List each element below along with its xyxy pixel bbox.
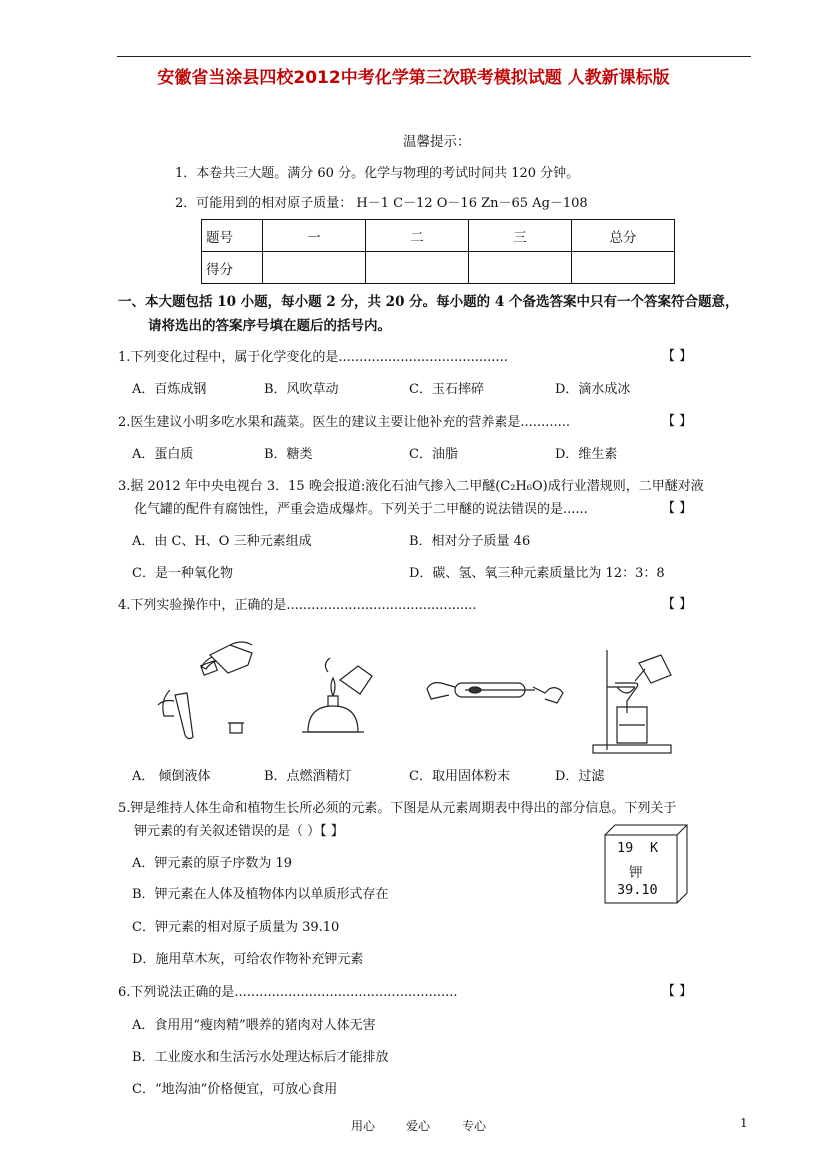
question-4-option-b: B．点燃酒精灯	[264, 769, 352, 784]
question-3-stem-cont: 化气罐的配件有腐蚀性，严重会造成爆炸。下列关于二甲醚的说法错误的是......	[134, 502, 588, 517]
notice-line-1: 1．本卷共三大题。满分 60 分。化学与物理的考试时间共 120 分钟。	[175, 166, 580, 181]
question-2-option-b: B．糖类	[264, 447, 313, 462]
question-4-option-a: A． 倾倒液体	[132, 769, 211, 784]
question-6-option-a: A．食用用“瘦肉精”喂养的猪肉对人体无害	[132, 1018, 376, 1033]
pouring-liquid-figure	[150, 635, 260, 745]
question-2-answer-bracket[interactable]: 【 】	[662, 414, 693, 429]
page-number: 1	[740, 1116, 748, 1130]
score-table-header-row	[202, 220, 675, 252]
question-6-answer-bracket[interactable]: 【 】	[662, 984, 693, 999]
notice-line-2: 2．可能用到的相对原子质量： H－1 C－12 O－16 Zn－65 Ag－108	[175, 196, 588, 211]
score-table	[201, 219, 675, 284]
notice-heading: 温馨提示：	[403, 134, 471, 150]
question-5-option-b: B．钾元素在人体及植物体内以单质形式存在	[132, 887, 389, 902]
element-name: 钾	[629, 865, 643, 881]
element-symbol: K	[650, 840, 659, 856]
score-cell: 题号	[202, 220, 263, 252]
question-1-option-c: C．玉石摔碎	[409, 382, 484, 397]
score-input-cell[interactable]	[366, 252, 469, 284]
question-1-stem: 1.下列变化过程中，属于化学变化的是.........................................	[118, 350, 508, 365]
score-cell: 总分	[572, 220, 675, 252]
question-2-option-c: C．油脂	[409, 447, 458, 462]
question-3-option-c: C．是一种氧化物	[132, 566, 233, 581]
page-title: 安徽省当涂县四校2012中考化学第三次联考模拟试题 人教新课标版	[157, 68, 670, 88]
score-cell: 一	[263, 220, 366, 252]
question-1-option-a: A．百炼成钢	[132, 382, 207, 397]
question-1-answer-bracket[interactable]: 【 】	[662, 349, 693, 364]
footer-text-right: 专心	[462, 1119, 487, 1133]
question-3-option-d: D．碳、氢、氧三种元素质量比为 12：3：8	[409, 566, 665, 581]
score-input-cell[interactable]	[469, 252, 572, 284]
question-5-stem-cont: 钾元素的有关叙述错误的是（ ）【 】	[134, 824, 344, 839]
question-2-option-a: A．蛋白质	[132, 447, 194, 462]
question-6-option-c: C．“地沟油”价格便宜，可放心食用	[132, 1082, 338, 1097]
score-cell: 二	[366, 220, 469, 252]
element-atomic-number: 19	[617, 840, 634, 856]
question-6-stem: 6.下列说法正确的是......................................................	[118, 985, 458, 1000]
score-cell: 得分	[202, 252, 263, 284]
question-4-option-d: D．过滤	[555, 769, 605, 784]
question-3-option-a: A．由 C、H、O 三种元素组成	[132, 534, 312, 549]
question-5-option-a: A．钾元素的原子序数为 19	[132, 856, 293, 871]
question-2-option-d: D．维生素	[555, 447, 618, 462]
section-1-instruction: 一、本大题包括 10 小题，每小题 2 分，共 20 分。每小题的 4 个备选答案中只有一个答案符合题意，	[118, 294, 739, 310]
question-3-answer-bracket[interactable]: 【 】	[662, 501, 693, 516]
section-1-instruction-cont: 请将选出的答案序号填在题后的括号内。	[148, 318, 391, 334]
filtration-figure	[585, 645, 675, 760]
question-4-stem: 4.下列实验操作中，正确的是..............................................	[118, 598, 477, 613]
score-input-cell[interactable]	[572, 252, 675, 284]
question-1-option-b: B．风吹草动	[264, 382, 339, 397]
score-table-score-row	[202, 252, 675, 284]
question-4-answer-bracket[interactable]: 【 】	[662, 597, 693, 612]
question-1-option-d: D．滴水成冰	[555, 382, 631, 397]
footer-text-left: 用心	[351, 1119, 376, 1133]
question-4-option-c: C．取用固体粉末	[409, 769, 510, 784]
header-rule	[117, 56, 751, 57]
question-6-option-b: B．工业废水和生活污水处理达标后才能排放	[132, 1050, 389, 1065]
score-input-cell[interactable]	[263, 252, 366, 284]
question-3-option-b: B．相对分子质量 46	[409, 534, 531, 549]
question-2-stem: 2.医生建议小明多吃水果和蔬菜。医生的建议主要让他补充的营养素是............	[118, 415, 570, 430]
question-5-option-c: C．钾元素的相对原子质量为 39.10	[132, 920, 340, 935]
question-5-option-d: D．施用草木灰，可给农作物补充钾元素	[132, 952, 364, 967]
footer-text-middle: 爱心	[406, 1119, 431, 1133]
alcohol-lamp-figure	[288, 650, 378, 745]
element-atomic-mass: 39.10	[617, 882, 658, 898]
score-cell: 三	[469, 220, 572, 252]
question-3-stem: 3.据 2012 年中央电视台 3．15 晚会报道:液化石油气掺入二甲醚(C₂H₆O)成行业潜规则，二甲醚对液	[118, 479, 704, 494]
question-5-stem: 5.钾是维持人体生命和植物生长所必须的元素。下图是从元素周期表中得出的部分信息。下列关于	[118, 801, 677, 816]
solid-powder-figure	[415, 665, 575, 725]
